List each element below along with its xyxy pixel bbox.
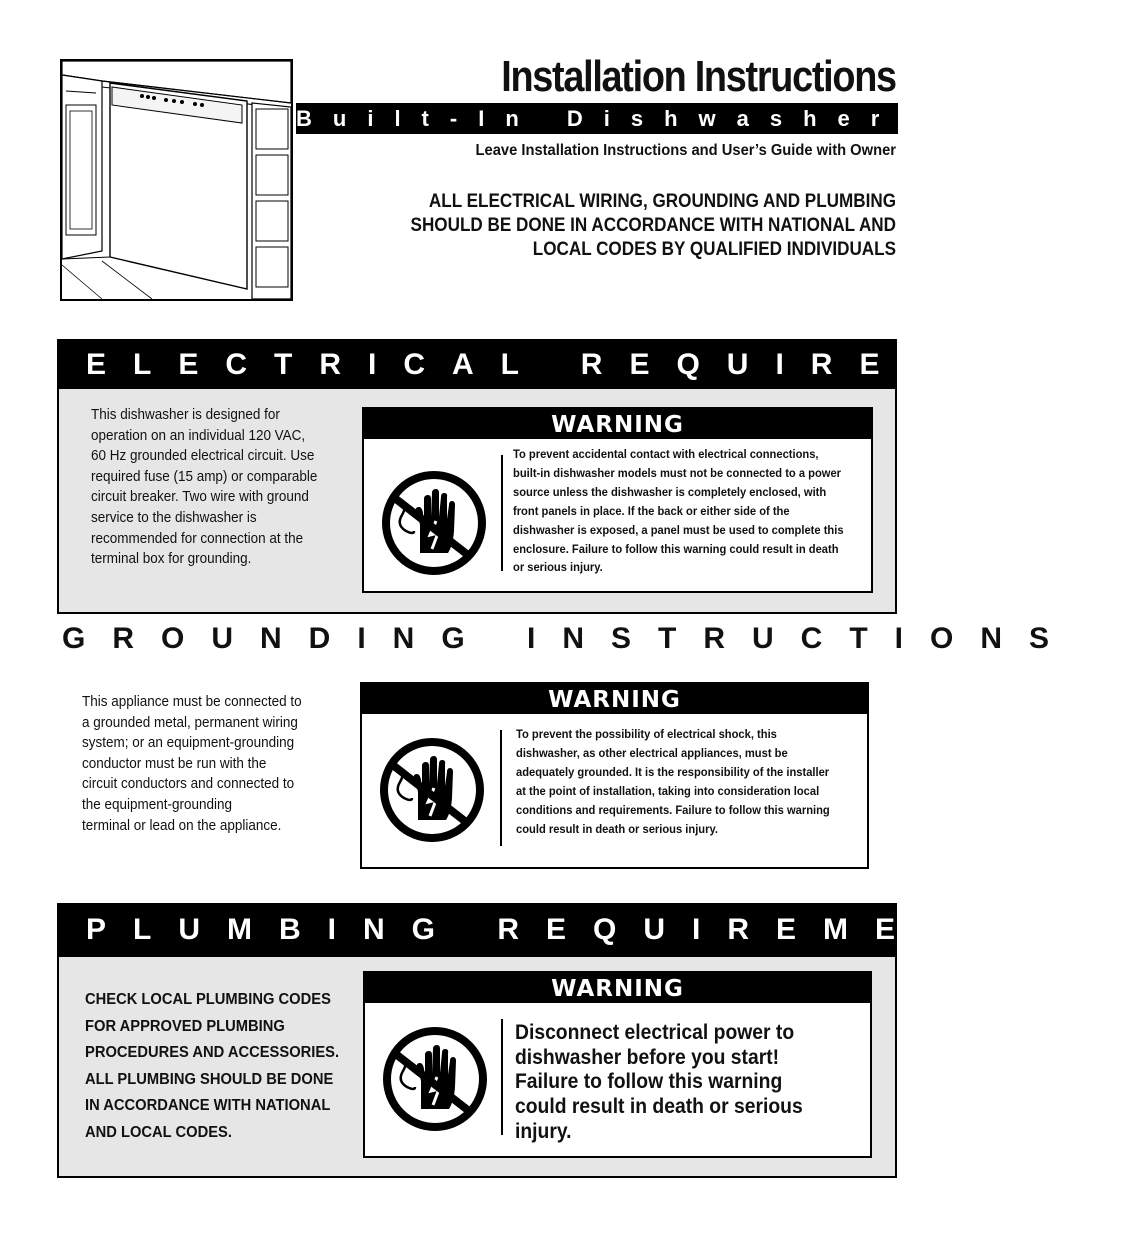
plumbing-section: [57, 903, 1064, 1178]
electrical-heading: ELECTRICAL REQUIREMENTS: [59, 341, 895, 389]
page-title: Installation Instructions: [501, 52, 896, 101]
warning-divider: [501, 455, 503, 571]
electrical-shock-hand-icon: [380, 469, 488, 577]
plumbing-heading: PLUMBING REQUIREMENTS: [59, 905, 895, 957]
warning-label: WARNING: [362, 684, 867, 714]
codes-notice: ALL ELECTRICAL WIRING, GROUNDING AND PLUMBING SHOULD BE DONE IN ACCORDANCE WITH NATIONAL AND LOCAL CODES BY QUALIFIED INDIVIDUALS: [410, 191, 896, 260]
plumbing-warning-text: Disconnect electrical power to dishwasher before you start! Failure to follow this warning could result in death or serious injury.: [515, 1021, 803, 1143]
electrical-shock-hand-icon: [378, 736, 486, 844]
warning-divider: [501, 1019, 503, 1135]
plumbing-body: CHECK LOCAL PLUMBING CODES FOR APPROVED PLUMBING PROCEDURES AND ACCESSORIES. ALL PLUMBING SHOULD BE DONE IN ACCORDANCE WITH NATIONAL AND LOCAL CODES.: [85, 991, 340, 1141]
electrical-section: [57, 339, 1146, 614]
electrical-warning-text: To prevent accidental contact with electrical connections, built-in dishwasher models must not be connected to a power source unless the dishwasher is completely enclosed, with front panels in place. If the back or either side of the dishwasher is exposed, a panel must be used to complete this enclosure. Failure to follow this warning could result in death or serious injury.: [513, 447, 844, 575]
electrical-warning-box: [362, 407, 873, 593]
grounding-warning-text: To prevent the possibility of electrical shock, this dishwasher, as other electrical appliances, must be adequately grounded. It is the responsibility of the installer at the point of installation, taking into consideration local conditions and requirements. Failure to follow this warning could result in death or serious injury.: [516, 727, 830, 836]
warning-label: WARNING: [365, 973, 870, 1003]
leave-with-owner-note: Leave Installation Instructions and User’s Guide with Owner: [475, 142, 896, 159]
electrical-body: This dishwasher is designed for operation on an individual 120 VAC, 60 Hz grounded electrical circuit. Use required fuse (15 amp) or comparable circuit breaker. Two wire with ground service to the dishwasher is recommended for connection at the terminal box for grounding.: [91, 407, 318, 568]
plumbing-warning-box: [363, 971, 872, 1158]
dishwasher-illustration: [60, 59, 293, 301]
grounding-warning-box: [360, 682, 869, 869]
electrical-shock-hand-icon: [381, 1025, 489, 1133]
warning-label: WARNING: [364, 409, 871, 439]
grounding-heading: GROUNDING INSTRUCTIONS: [62, 622, 1076, 655]
grounding-body: This appliance must be connected to a grounded metal, permanent wiring system; or an equipment-grounding conductor must be run with the circuit conductors and connected to the equipment-grounding terminal or lead on the appliance.: [82, 694, 302, 834]
subtitle-bar: Built-In Dishwasher: [296, 103, 898, 134]
warning-divider: [500, 730, 502, 846]
